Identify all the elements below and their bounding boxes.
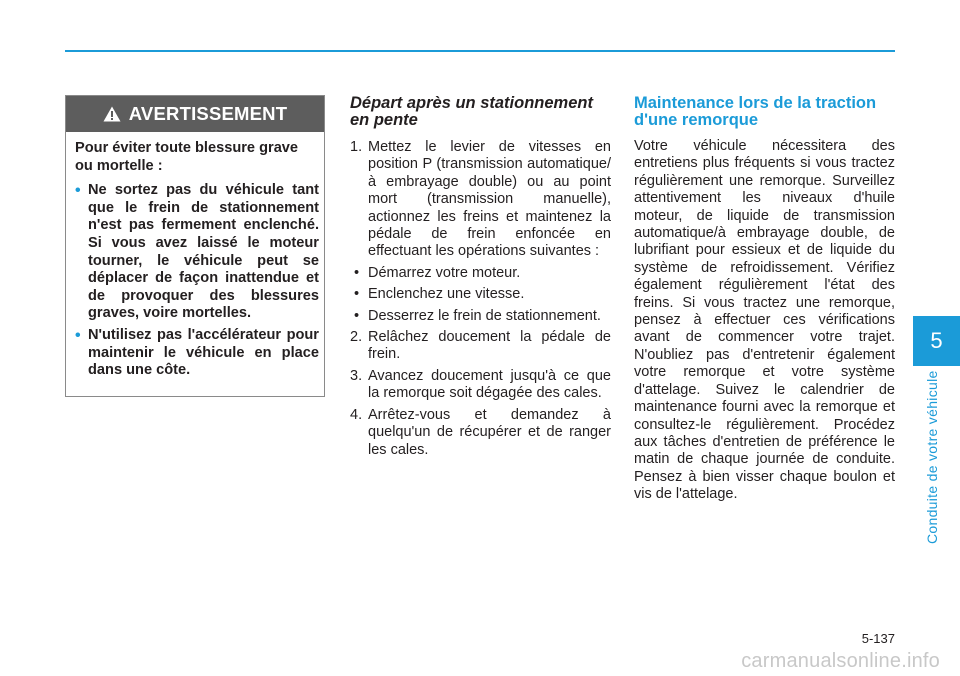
section-heading: Départ après un stationnement en pente bbox=[350, 94, 593, 129]
bullet-icon: • bbox=[350, 286, 360, 303]
step-number: 3. bbox=[350, 367, 363, 384]
hill-start-section bbox=[350, 95, 611, 463]
warning-item-text: N'utilisez pas l'accélérateur pour maintenir le véhicule en place dans une côte. bbox=[88, 326, 319, 379]
bullet-icon: • bbox=[350, 264, 360, 281]
warning-title: AVERTISSEMENT bbox=[128, 103, 288, 124]
step-text: Arrêtez-vous et demandez à quelqu'un de récupérer et de ranger les cales. bbox=[368, 406, 611, 458]
bullet-icon: • bbox=[350, 307, 360, 324]
warning-item bbox=[75, 327, 319, 380]
warning-header bbox=[66, 96, 324, 132]
warning-body bbox=[75, 140, 319, 384]
section-body: Votre véhicule nécessitera des entretiens plus fréquents si vous tractez régulièrement une remorque. Surveillez attentivement les niveaux d'huile moteur, de liquide de transmission automatique/à embrayage double, de lubrifiant pour essieux et de liquide du système de refroidissement. Vérifiez également régulièrement l'état des freins. Si vous tractez une remorque, pensez à effectuer ces vérifications avant de commencer votre trajet. N'oubliez pas d'entretenir également votre remorque et votre système d'attelage. Suivez le calendrier de maintenance fourni avec la remorque et consultez-le régulièrement. Procédez aux tâches d'entretien de préférence le matin de chaque journée de conduite. Pensez à bien visser chaque boulon et vis de l'attelage. bbox=[634, 138, 895, 503]
warning-item-text: Ne sortez pas du véhicule tant que le frein de stationnement n'est pas fermement enclenché. Si vous avez laissé le moteur tourner, le véhicule peut se déplacer de façon inattendue et de provoquer des blessures graves, voire mortelles. bbox=[88, 182, 319, 322]
step-item bbox=[350, 139, 611, 261]
trailer-maintenance-section bbox=[634, 95, 895, 504]
section-heading: Maintenance lors de la traction d'une remorque bbox=[634, 94, 877, 129]
step-number: 2. bbox=[350, 329, 363, 346]
chapter-tab bbox=[913, 316, 960, 366]
step-item bbox=[350, 368, 611, 403]
chapter-number: 5 bbox=[930, 328, 943, 353]
step-number: 1. bbox=[350, 139, 363, 155]
warning-intro: Pour éviter toute blessure grave ou mortelle : bbox=[75, 140, 299, 174]
warning-triangle-icon bbox=[103, 106, 121, 122]
step-item bbox=[350, 407, 611, 459]
sub-step bbox=[350, 286, 611, 303]
bullet-icon: • bbox=[75, 182, 81, 200]
sub-step-text: Démarrez votre moteur. bbox=[368, 264, 521, 281]
step-text: Avancez doucement jusqu'à ce que la remorque soit dégagée des cales. bbox=[368, 367, 611, 402]
watermark: carmanualsonline.info bbox=[741, 650, 940, 672]
step-text: Relâchez doucement la pédale de frein. bbox=[368, 329, 611, 363]
sub-step-text: Enclenchez une vitesse. bbox=[368, 286, 525, 303]
step-item bbox=[350, 329, 611, 364]
bullet-icon: • bbox=[75, 326, 81, 344]
sub-step-text: Desserrez le frein de stationnement. bbox=[368, 307, 601, 324]
top-rule bbox=[65, 50, 895, 52]
page-number: 5-137 bbox=[861, 631, 895, 646]
step-text: Mettez le levier de vitesses en position P (transmission automatique/à embrayage double) ou au point mort (transmission manuelle), actionnez les freins et maintenez la pédale de frein enfoncée en effectuant les opérations suivantes : bbox=[368, 139, 611, 260]
sub-step bbox=[350, 265, 611, 282]
chapter-label: Conduite de votre véhicule bbox=[924, 370, 940, 544]
warning-item bbox=[75, 182, 319, 323]
warning-box bbox=[65, 95, 325, 397]
sub-step bbox=[350, 308, 611, 325]
step-number: 4. bbox=[350, 406, 363, 423]
